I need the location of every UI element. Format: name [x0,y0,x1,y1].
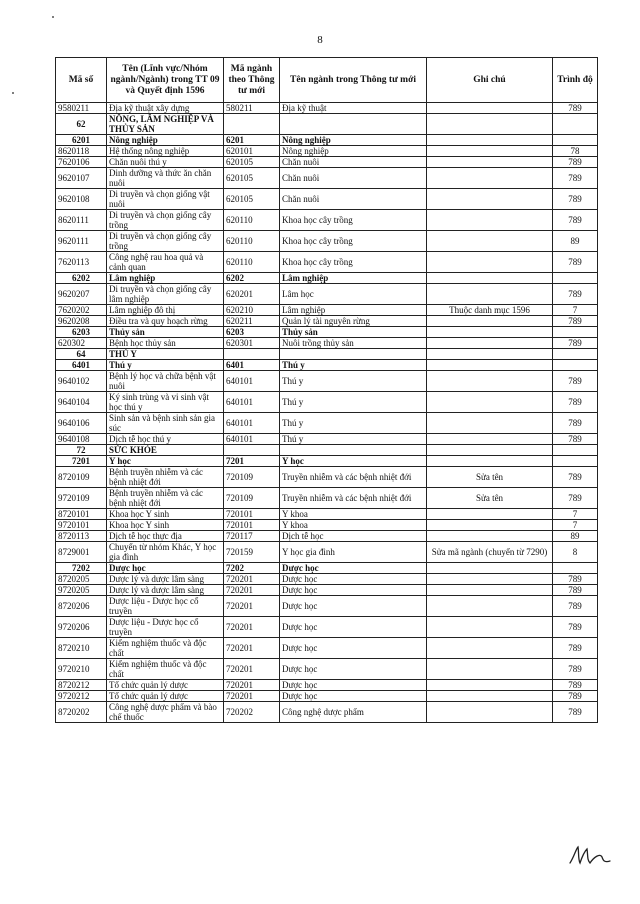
cell-trinh-do: 789 [553,691,598,702]
cell-trinh-do: 789 [553,467,598,488]
cell-ghi-chu [427,413,553,434]
header-ten-moi: Tên ngành trong Thông tư mới [280,58,427,103]
table-row [56,371,598,392]
cell-ten-cu: Lâm nghiệp [107,273,224,284]
cell-ghi-chu [427,456,553,467]
table-row [56,413,598,434]
cell-ma-moi: 620110 [224,252,280,273]
cell-trinh-do: 789 [553,638,598,659]
cell-ma-so: 9620111 [56,231,107,252]
cell-ghi-chu: Sửa mã ngành (chuyển từ 7290) [427,542,553,563]
header-ten-cu: Tên (Lĩnh vực/Nhóm ngành/Ngành) trong TT 09 và Quyết định 1596 [107,58,224,103]
cell-ten-cu: Dược lý và dược lâm sàng [107,585,224,596]
table-row [56,434,598,445]
cell-ma-so: 8720212 [56,680,107,691]
cell-trinh-do: 789 [553,617,598,638]
cell-ten-cu: Công nghệ rau hoa quả và cảnh quan [107,252,224,273]
cell-ten-cu: Lâm nghiệp đô thị [107,305,224,316]
cell-ten-cu: Dịch tễ học thực địa [107,531,224,542]
cell-ma-moi: 6401 [224,360,280,371]
cell-ten-moi: Y học [280,456,427,467]
cell-ten-cu: Y học [107,456,224,467]
cell-trinh-do: 789 [553,316,598,327]
cell-ten-moi: Truyền nhiễm và các bệnh nhiệt đới [280,488,427,509]
cell-ma-moi: 6201 [224,135,280,146]
cell-ma-so: 62 [56,114,107,135]
cell-ma-so: 620302 [56,338,107,349]
cell-ten-cu: Thú y [107,360,224,371]
cell-ten-moi: Lâm học [280,284,427,305]
cell-ma-so: 8720113 [56,531,107,542]
cell-trinh-do: 789 [553,252,598,273]
cell-ma-moi: 720101 [224,520,280,531]
cell-ten-moi: Khoa học cây trồng [280,210,427,231]
cell-ghi-chu [427,691,553,702]
cell-ghi-chu [427,509,553,520]
cell-ten-cu: Di truyền và chọn giống cây trồng [107,231,224,252]
cell-ma-so: 9640108 [56,434,107,445]
cell-ghi-chu: Sửa tên [427,488,553,509]
cell-ma-so: 7202 [56,563,107,574]
cell-ma-so: 6201 [56,135,107,146]
group-heading-row [56,135,598,146]
cell-ten-moi: Y học gia đình [280,542,427,563]
header-ghi-chu: Ghi chú [427,58,553,103]
cell-ma-so: 9620108 [56,189,107,210]
cell-trinh-do: 789 [553,210,598,231]
cell-ghi-chu [427,531,553,542]
cell-ten-moi: Chăn nuôi [280,168,427,189]
cell-ten-moi: Dược học [280,585,427,596]
cell-ten-moi: Quản lý tài nguyên rừng [280,316,427,327]
cell-ma-so: 7620106 [56,157,107,168]
cell-ten-cu: Dược lý và dược lâm sàng [107,574,224,585]
cell-ghi-chu [427,434,553,445]
cell-ghi-chu [427,231,553,252]
cell-trinh-do: 789 [553,680,598,691]
cell-ma-so: 8720205 [56,574,107,585]
cell-ghi-chu [427,659,553,680]
cell-ma-moi: 720159 [224,542,280,563]
cell-trinh-do: 789 [553,392,598,413]
table-row [56,210,598,231]
cell-trinh-do: 789 [553,574,598,585]
cell-ma-so: 72 [56,445,107,456]
table-row [56,542,598,563]
cell-ma-moi: 720201 [224,596,280,617]
cell-trinh-do: 89 [553,531,598,542]
cell-ma-so: 9640102 [56,371,107,392]
cell-ten-moi: Thủy sản [280,327,427,338]
cell-trinh-do [553,360,598,371]
cell-ten-moi: Dược học [280,680,427,691]
cell-ma-moi: 6202 [224,273,280,284]
cell-ma-so: 9620208 [56,316,107,327]
cell-ten-cu: Kiểm nghiệm thuốc và độc chất [107,638,224,659]
cell-trinh-do: 789 [553,103,598,114]
table-row [56,305,598,316]
cell-ma-so: 6401 [56,360,107,371]
cell-ten-moi: Dược học [280,659,427,680]
cell-ma-so: 8620118 [56,146,107,157]
cell-ghi-chu [427,680,553,691]
cell-ma-so: 8720101 [56,509,107,520]
table-row [56,252,598,273]
cell-ma-moi: 720101 [224,509,280,520]
cell-ma-moi [224,349,280,360]
cell-ten-moi: Lâm nghiệp [280,273,427,284]
page-number: 8 [317,34,323,46]
cell-trinh-do: 789 [553,434,598,445]
cell-ma-moi: 7202 [224,563,280,574]
cell-trinh-do: 789 [553,659,598,680]
cell-ma-moi [224,114,280,135]
cell-trinh-do: 89 [553,231,598,252]
table-row [56,103,598,114]
cell-ghi-chu [427,284,553,305]
cell-ma-moi: 620110 [224,210,280,231]
cell-ten-moi: Dịch tễ học [280,531,427,542]
table-row [56,596,598,617]
cell-trinh-do: 7 [553,520,598,531]
cell-ma-moi: 640101 [224,434,280,445]
cell-ten-moi: Chăn nuôi [280,157,427,168]
cell-ghi-chu: Thuộc danh mục 1596 [427,305,553,316]
cell-ma-so: 7201 [56,456,107,467]
cell-ten-cu: Bệnh truyền nhiễm và các bệnh nhiệt đới [107,488,224,509]
cell-ma-so: 9720101 [56,520,107,531]
cell-ma-moi: 640101 [224,371,280,392]
cell-ghi-chu [427,617,553,638]
cell-ma-moi: 7201 [224,456,280,467]
group-heading-row [56,563,598,574]
cell-ma-moi: 720201 [224,617,280,638]
cell-ma-moi: 580211 [224,103,280,114]
cell-ten-cu: Công nghệ dược phẩm và bào chế thuốc [107,702,224,723]
cell-ma-so: 9620207 [56,284,107,305]
cell-ten-cu: NÔNG, LÂM NGHIỆP VÀ THỦY SẢN [107,114,224,135]
cell-ten-moi: Khoa học cây trồng [280,252,427,273]
cell-trinh-do: 8 [553,542,598,563]
cell-trinh-do: 789 [553,585,598,596]
cell-ten-cu: Hệ thống nông nghiệp [107,146,224,157]
table-row [56,691,598,702]
cell-ma-moi: 620210 [224,305,280,316]
cell-ma-so: 8720109 [56,467,107,488]
cell-ghi-chu [427,445,553,456]
table-row [56,316,598,327]
cell-ma-moi: 620105 [224,157,280,168]
cell-ten-cu: Điều tra và quy hoạch rừng [107,316,224,327]
table-row [56,146,598,157]
group-heading-row [56,349,598,360]
cell-ten-moi: Y khoa [280,509,427,520]
group-heading-row [56,114,598,135]
cell-ma-so: 9720206 [56,617,107,638]
cell-ma-so: 9580211 [56,103,107,114]
table-row [56,531,598,542]
cell-ten-cu: Di truyền và chọn giống vật nuôi [107,189,224,210]
cell-ten-moi: Thú y [280,413,427,434]
cell-ma-moi: 620201 [224,284,280,305]
cell-ma-moi: 620211 [224,316,280,327]
cell-trinh-do: 789 [553,702,598,723]
cell-ma-moi: 720201 [224,585,280,596]
cell-ma-moi: 720201 [224,638,280,659]
cell-ten-moi: Truyền nhiễm và các bệnh nhiệt đới [280,467,427,488]
cell-trinh-do: 7 [553,305,598,316]
table-row [56,659,598,680]
cell-ma-so: 8720210 [56,638,107,659]
cell-ghi-chu [427,360,553,371]
header-trinh-do: Trình độ [553,58,598,103]
table-row [56,189,598,210]
cell-ghi-chu [427,392,553,413]
cell-ghi-chu [427,702,553,723]
cell-ghi-chu [427,189,553,210]
cell-ten-moi: Khoa học cây trồng [280,231,427,252]
cell-ma-moi: 620301 [224,338,280,349]
cell-ten-cu: Tổ chức quản lý dược [107,680,224,691]
cell-trinh-do: 789 [553,284,598,305]
cell-trinh-do [553,349,598,360]
cell-ghi-chu [427,371,553,392]
cell-ten-cu: Nông nghiệp [107,135,224,146]
cell-ghi-chu [427,574,553,585]
cell-ma-so: 9620107 [56,168,107,189]
cell-ten-cu: SỨC KHỎE [107,445,224,456]
table-row [56,702,598,723]
cell-ma-moi: 720201 [224,691,280,702]
cell-ten-cu: Kiểm nghiệm thuốc và độc chất [107,659,224,680]
cell-ma-so: 9720109 [56,488,107,509]
cell-trinh-do: 789 [553,596,598,617]
table-row [56,284,598,305]
table-row [56,509,598,520]
cell-ma-so: 64 [56,349,107,360]
cell-trinh-do [553,327,598,338]
scan-speck [52,16,54,18]
cell-ten-moi: Thú y [280,392,427,413]
table-row [56,231,598,252]
group-heading-row [56,456,598,467]
cell-ten-moi: Dược học [280,617,427,638]
cell-ten-moi: Dược học [280,596,427,617]
cell-trinh-do: 78 [553,146,598,157]
cell-ten-moi: Nông nghiệp [280,135,427,146]
cell-ten-cu: Thủy sản [107,327,224,338]
cell-ma-so: 6202 [56,273,107,284]
cell-ten-moi: Dược học [280,638,427,659]
cell-trinh-do [553,456,598,467]
cell-ma-moi: 720201 [224,680,280,691]
cell-trinh-do [553,445,598,456]
cell-ten-cu: Di truyền và chọn giống cây trồng [107,210,224,231]
cell-ma-moi [224,445,280,456]
cell-ma-so: 6203 [56,327,107,338]
cell-trinh-do: 789 [553,157,598,168]
cell-ghi-chu [427,520,553,531]
group-heading-row [56,327,598,338]
cell-ten-cu: Dinh dưỡng và thức ăn chăn nuôi [107,168,224,189]
cell-ma-moi: 720201 [224,574,280,585]
table-header-row [56,58,598,103]
cell-ghi-chu [427,168,553,189]
cell-ten-cu: Dịch tễ học thú y [107,434,224,445]
cell-trinh-do [553,114,598,135]
table-row [56,638,598,659]
cell-ghi-chu [427,349,553,360]
cell-ten-moi: Thú y [280,371,427,392]
cell-ghi-chu [427,585,553,596]
cell-ma-so: 9720212 [56,691,107,702]
cell-ten-cu: Chăn nuôi thú y [107,157,224,168]
cell-ten-cu: Dược liệu - Dược học cổ truyền [107,596,224,617]
cell-ten-cu: Bệnh lý học và chữa bệnh vật nuôi [107,371,224,392]
cell-ma-moi: 720117 [224,531,280,542]
cell-ghi-chu [427,596,553,617]
table-row [56,338,598,349]
cell-ma-so: 8720202 [56,702,107,723]
cell-ten-cu: Chuyển từ nhóm Khác, Y học gia đình [107,542,224,563]
group-heading-row [56,273,598,284]
cell-trinh-do: 7 [553,509,598,520]
table-row [56,488,598,509]
cell-ten-cu: Di truyền và chọn giống cây lâm nghiệp [107,284,224,305]
cell-ghi-chu [427,135,553,146]
cell-ma-moi: 640101 [224,392,280,413]
cell-ten-moi: Y khoa [280,520,427,531]
cell-ghi-chu [427,114,553,135]
table-row [56,157,598,168]
cell-ten-moi: Dược học [280,574,427,585]
cell-trinh-do: 789 [553,413,598,434]
cell-ma-moi: 720109 [224,467,280,488]
cell-ma-moi: 620105 [224,168,280,189]
cell-ma-moi: 6203 [224,327,280,338]
cell-ma-so: 9640106 [56,413,107,434]
table-row [56,520,598,531]
cell-ten-moi: Nuôi trồng thủy sản [280,338,427,349]
cell-ghi-chu [427,563,553,574]
cell-ma-moi: 620101 [224,146,280,157]
cell-ten-moi: Thú y [280,434,427,445]
table-row [56,617,598,638]
cell-ma-moi: 620105 [224,189,280,210]
header-ma-so: Mã số [56,58,107,103]
cell-ghi-chu [427,157,553,168]
cell-ma-so: 9640104 [56,392,107,413]
cell-ma-moi: 720201 [224,659,280,680]
cell-ma-moi: 620110 [224,231,280,252]
cell-ten-moi: Địa kỹ thuật [280,103,427,114]
cell-ma-so: 8720206 [56,596,107,617]
table-row [56,574,598,585]
cell-ma-so: 9720210 [56,659,107,680]
cell-ma-so: 7620202 [56,305,107,316]
cell-ten-cu: THÚ Y [107,349,224,360]
cell-ghi-chu [427,210,553,231]
cell-trinh-do [553,135,598,146]
cell-ma-moi: 720202 [224,702,280,723]
cell-trinh-do: 789 [553,168,598,189]
cell-ma-moi: 720109 [224,488,280,509]
cell-trinh-do: 789 [553,189,598,210]
cell-ten-cu: Khoa học Y sinh [107,509,224,520]
cell-ten-cu: Tổ chức quản lý dược [107,691,224,702]
cell-ten-cu: Khoa học Y sinh [107,520,224,531]
table-body [56,103,598,723]
cell-ten-moi: Lâm nghiệp [280,305,427,316]
cell-ghi-chu [427,638,553,659]
cell-ghi-chu [427,338,553,349]
cell-ten-cu: Địa kỹ thuật xây dựng [107,103,224,114]
cell-ten-cu: Dược liệu - Dược học cổ truyền [107,617,224,638]
cell-trinh-do [553,273,598,284]
cell-ghi-chu: Sửa tên [427,467,553,488]
cell-ma-so: 9720205 [56,585,107,596]
cell-ghi-chu [427,252,553,273]
cell-ten-moi: Thú y [280,360,427,371]
cell-ten-moi: Dược học [280,563,427,574]
cell-ma-moi: 640101 [224,413,280,434]
cell-trinh-do [553,563,598,574]
cell-ghi-chu [427,327,553,338]
group-heading-row [56,360,598,371]
table-row [56,168,598,189]
cell-ten-moi [280,349,427,360]
cell-ten-cu: Sinh sản và bệnh sinh sản gia súc [107,413,224,434]
header-ma-moi: Mã ngành theo Thông tư mới [224,58,280,103]
cell-ghi-chu [427,316,553,327]
scan-speck [12,92,14,94]
group-heading-row [56,445,598,456]
cell-ten-moi: Công nghệ dược phẩm [280,702,427,723]
cell-ten-moi [280,114,427,135]
cell-trinh-do: 789 [553,338,598,349]
cell-ten-cu: Ký sinh trùng và vi sinh vật học thú y [107,392,224,413]
major-code-table [55,57,598,723]
cell-ten-moi [280,445,427,456]
cell-ma-so: 8620111 [56,210,107,231]
cell-ten-moi: Dược học [280,691,427,702]
cell-ten-moi: Nông nghiệp [280,146,427,157]
cell-ghi-chu [427,146,553,157]
table-row [56,585,598,596]
table-row [56,467,598,488]
signature-initials [566,843,614,869]
cell-ten-moi: Chăn nuôi [280,189,427,210]
table-row [56,392,598,413]
cell-ma-so: 8729001 [56,542,107,563]
cell-ten-cu: Bệnh truyền nhiễm và các bệnh nhiệt đới [107,467,224,488]
table-row [56,680,598,691]
cell-ma-so: 7620113 [56,252,107,273]
cell-ghi-chu [427,103,553,114]
cell-ghi-chu [427,273,553,284]
cell-ten-cu: Bệnh học thủy sản [107,338,224,349]
cell-trinh-do: 789 [553,371,598,392]
cell-trinh-do: 789 [553,488,598,509]
cell-ten-cu: Dược học [107,563,224,574]
